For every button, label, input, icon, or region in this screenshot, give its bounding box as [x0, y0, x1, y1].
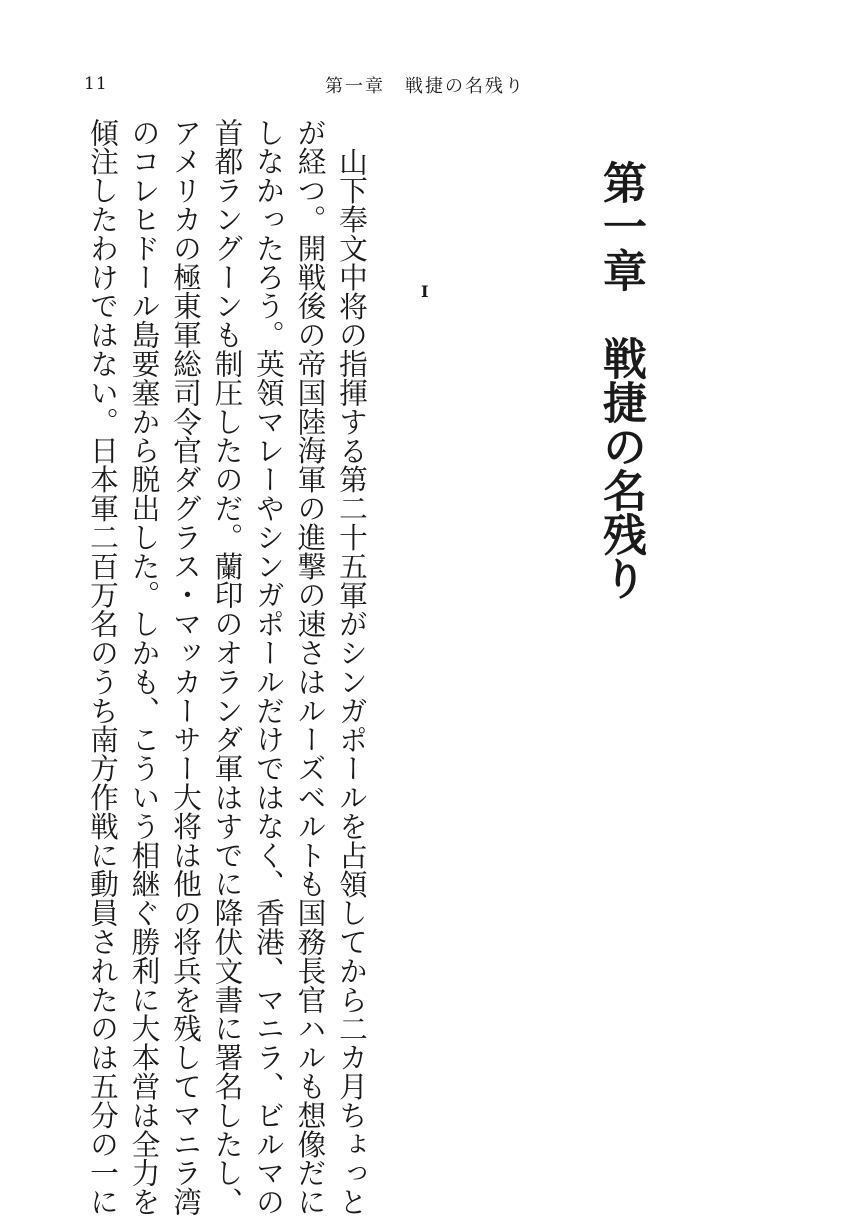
body-line-7: 傾注したわけではない。日本軍二百万名のうち南方作戦に動員されたのは五分の一に — [86, 118, 120, 1216]
section-numeral: I — [421, 282, 429, 301]
body-line-2: が経つ。開戦後の帝国陸海軍の進撃の速さはルーズベルトも国務長官ハルも想像だに — [293, 118, 328, 1216]
page-number: 11 — [84, 74, 108, 94]
body-text — [82, 118, 372, 1216]
chapter-title: 第一章 戦捷の名残り — [595, 160, 646, 600]
body-line-1: 山下奉文中将の指揮する第二十五軍がシンガポールを占領してから二カ月ちょっと — [335, 147, 369, 1216]
body-line-5: アメリカの極東軍総司令官ダグラス・マッカーサー大将は他の将兵を残してマニラ湾 — [169, 118, 203, 1216]
running-head: 第一章 戦捷の名残り — [325, 76, 525, 97]
body-line-3: しなかったろう。英領マレーやシンガポールだけではなく、香港、マニラ、ビルマの — [252, 118, 286, 1216]
body-line-6: のコレヒドール島要塞から脱出した。しかも、こういう相継ぐ勝利に大本営は全力を — [127, 118, 162, 1216]
body-line-4: 首都ラングーンも制圧したのだ。蘭印のオランダ軍はすでに降伏文書に署名したし、 — [210, 118, 245, 1216]
